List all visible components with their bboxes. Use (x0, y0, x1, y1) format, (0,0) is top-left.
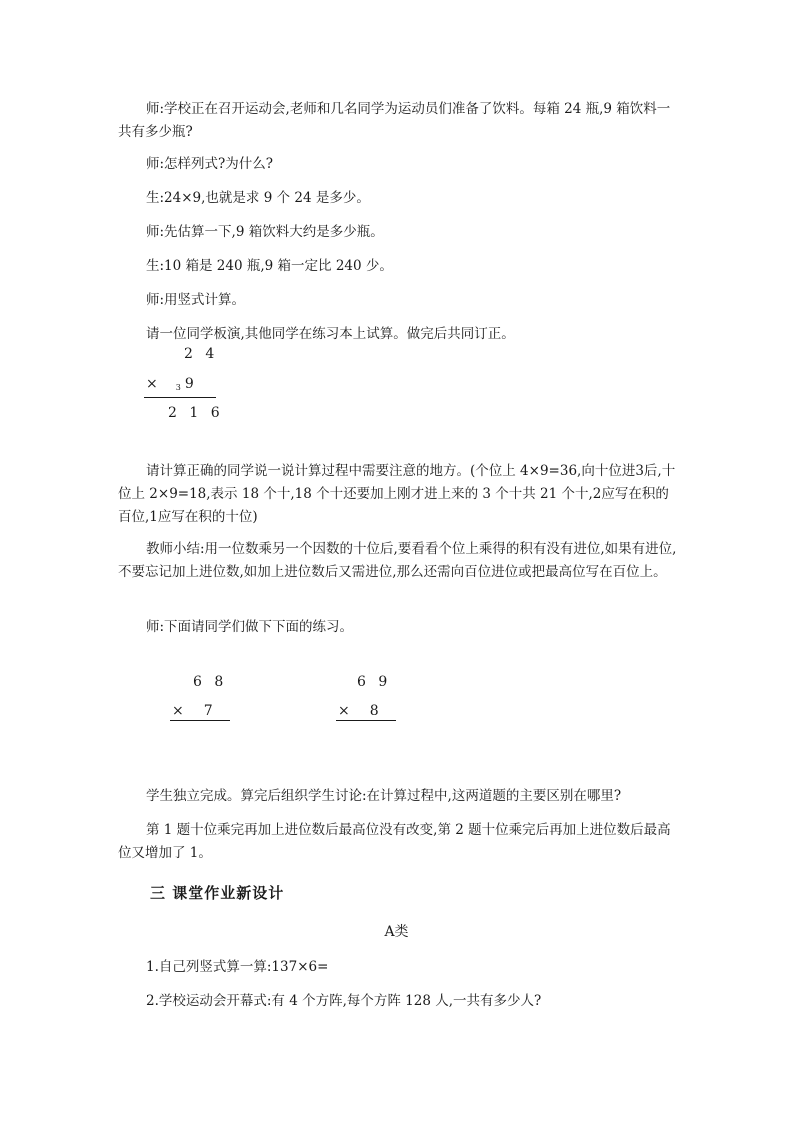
task-2: 2.学校运动会开幕式:有 4 个方阵,每个方阵 128 人,一共有多少人? (146, 993, 542, 1009)
exercise2-multiplier: 8 (369, 703, 383, 719)
multiply-sign: × (172, 703, 188, 719)
multiply-sign: × (146, 376, 162, 392)
category-label: A类 (384, 924, 409, 940)
carry-digit: 3 (175, 383, 181, 392)
exercise1-top: 6 8 (193, 674, 228, 690)
paragraph-how-to-write: 师:怎样列式?为什么? (146, 156, 274, 172)
calc-main-top: 2 4 (184, 346, 219, 362)
paragraph-question: 师:学校正在召开运动会,老师和几名同学为运动员们准备了饮料。每箱 24 瓶,9 箱饮料一共有多少瓶? (118, 101, 671, 140)
exercise1-rule (170, 720, 230, 721)
multiply-sign: × (338, 703, 354, 719)
calc-main-multiplier: 9 (184, 376, 198, 392)
paragraph-estimate: 师:先估算一下,9 箱饮料大约是多少瓶。 (146, 224, 384, 240)
paragraph-teacher-summary: 教师小结:用一位数乘另一个因数的十位后,要看看个位上乘得的积有没有进位,如果有进位,不要忘记加上进位数,如加上进位数后又需进位,那么还需向百位进位或把最高位写在百位上。 (118, 541, 677, 580)
task-1: 1.自己列竖式算一算:137×6= (146, 959, 329, 975)
section-heading: 三 课堂作业新设计 (150, 884, 285, 902)
exercise2-rule (336, 720, 396, 721)
exercise2-top: 6 9 (357, 674, 392, 690)
paragraph-independent-work: 学生独立完成。算完后组织学生讨论:在计算过程中,这两道题的主要区别在哪里? (146, 788, 622, 804)
exercise1-multiplier-row (172, 703, 217, 719)
paragraph-board-work: 请一位同学板演,其他同学在练习本上试算。做完后共同订正。 (146, 326, 515, 342)
exercise1-multiplier: 7 (203, 703, 217, 719)
calc-main-rule (144, 397, 216, 398)
paragraph-student-answer: 生:24×9,也就是求 9 个 24 是多少。 (146, 190, 370, 206)
paragraph-explanation: 请计算正确的同学说一说计算过程中需要注意的地方。(个位上 4×9=36,向十位进3后,十位上 2×9=18,表示 18 个十,18 个十还要加上刚才进上来的 3 个十共 21 个十,2应写在积的百位,1应写在积的十位) (118, 463, 676, 525)
paragraph-vertical-calc: 师:用竖式计算。 (146, 292, 246, 308)
paragraph-difference: 第 1 题十位乘完再加上进位数后最高位没有改变,第 2 题十位乘完后再加上进位数后最高位又增加了 1。 (118, 822, 671, 861)
exercise2-multiplier-row (338, 703, 383, 719)
calc-main-multiplier-row (146, 376, 198, 392)
paragraph-practice-intro: 师:下面请同学们做下下面的练习。 (146, 619, 354, 635)
calc-main-result: 2 1 6 (168, 405, 224, 421)
paragraph-estimate-answer: 生:10 箱是 240 瓶,9 箱一定比 240 少。 (146, 258, 393, 274)
